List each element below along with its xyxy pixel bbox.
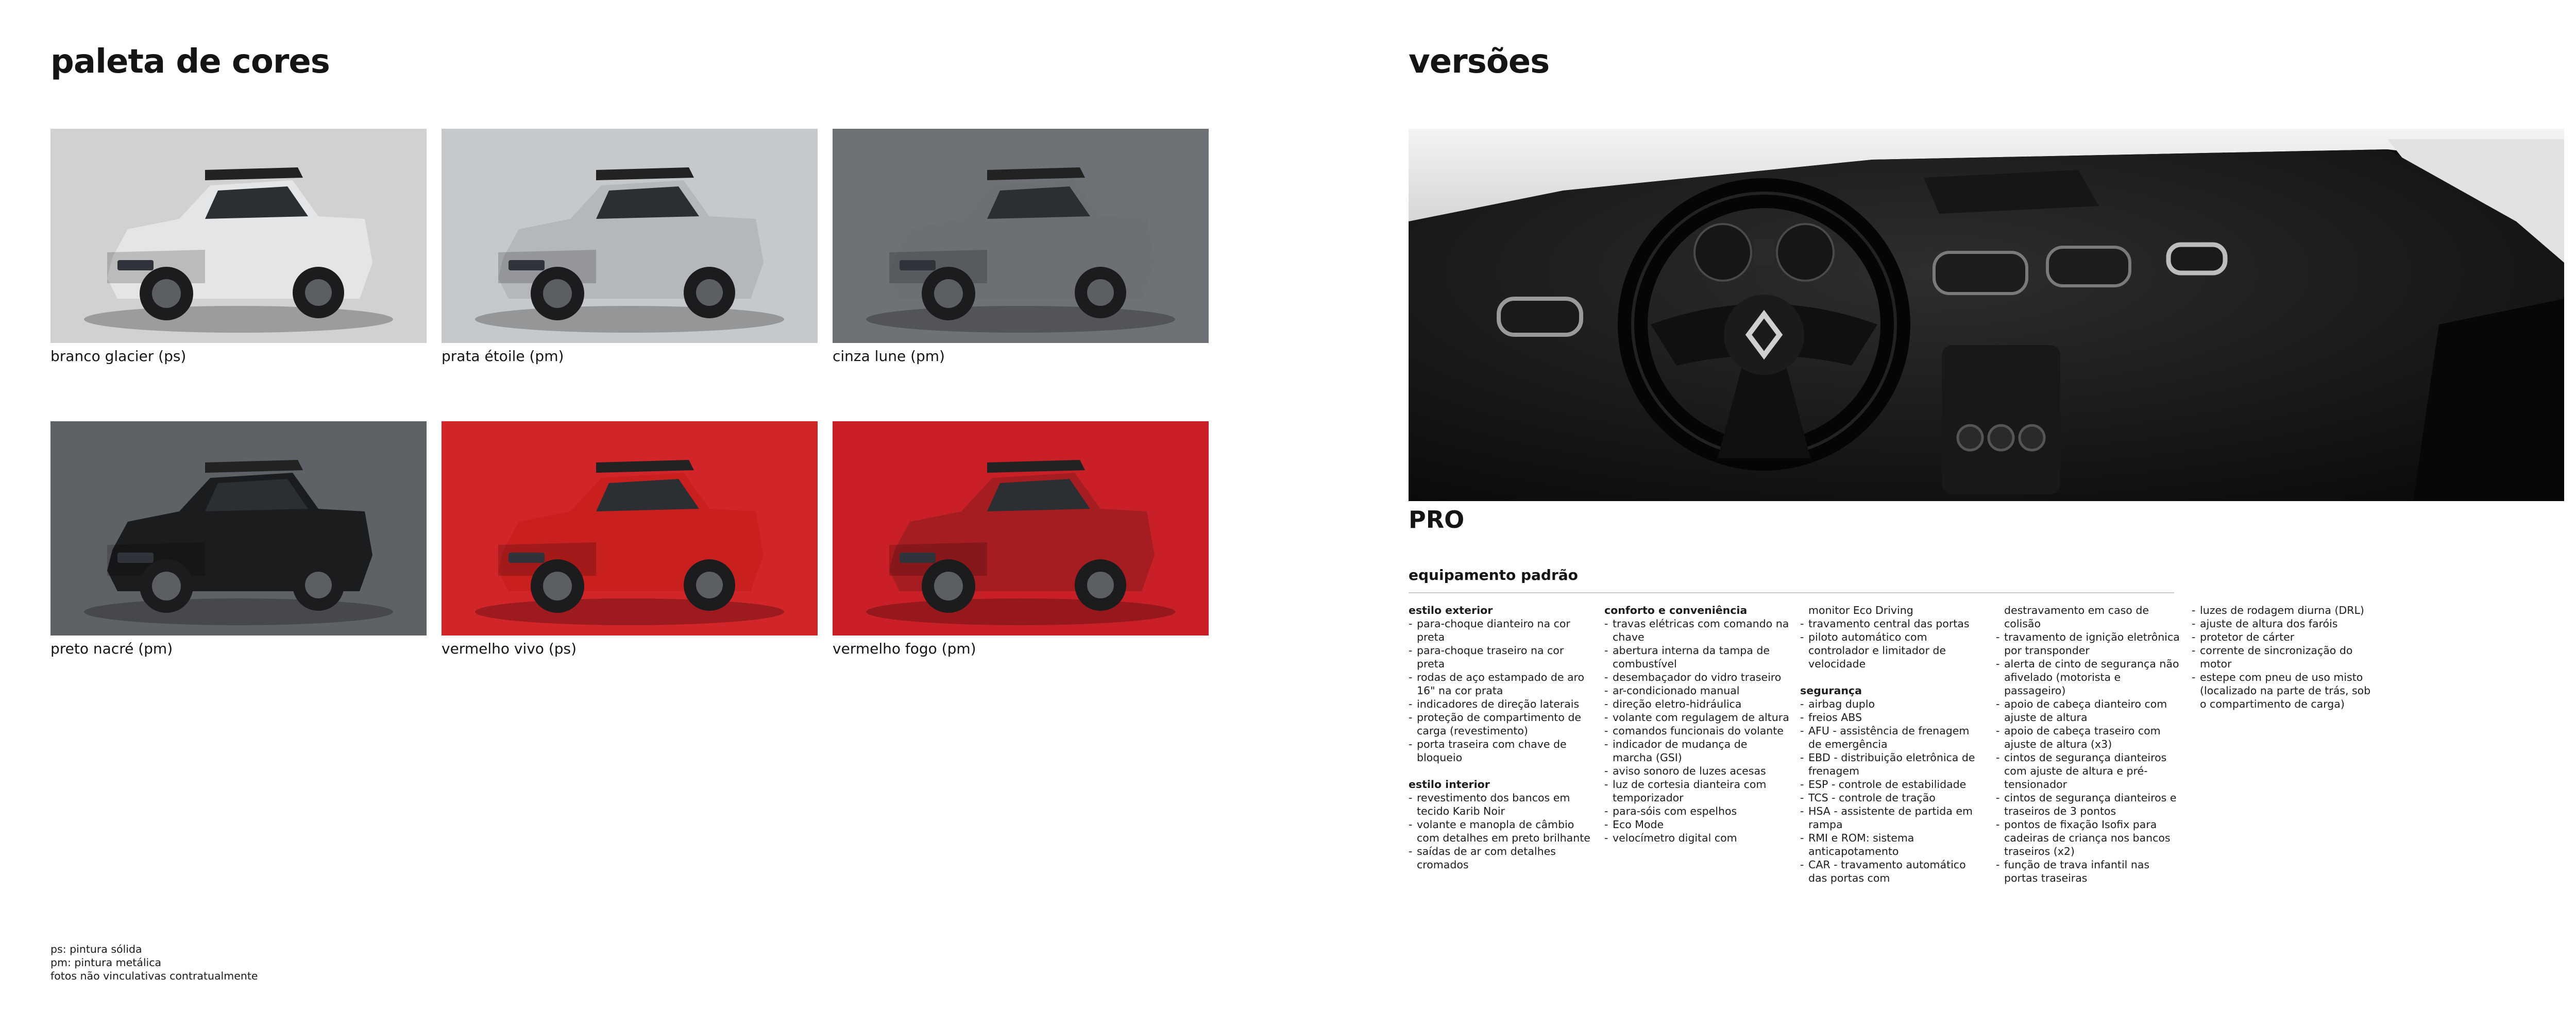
equipment-item: - alerta de cinto de segurança não afivelado (motorista e passageiro) [1996,657,2181,697]
equipment-item: - freios ABS [1800,711,1986,724]
equipment-item: - direção eletro-hidráulica [1604,697,1790,711]
equipment-item: - comandos funcionais do volante [1604,724,1790,737]
footnote-disclaimer: fotos não vinculativas contratualmente [50,970,258,982]
equipment-item: - velocímetro digital com [1604,831,1790,845]
color-swatch-label: vermelho fogo (pm) [833,640,976,657]
equipment-item: - cintos de segurança dianteiros e traseiros de 3 pontos [1996,791,2181,818]
equipment-item: - apoio de cabeça traseiro com ajuste de altura (x3) [1996,724,2181,751]
equipment-heading: equipamento padrão [1409,566,1578,583]
equipment-item: - ESP - controle de estabilidade [1800,778,1986,791]
color-swatch-image [833,421,1209,636]
equipment-list [1996,604,2181,885]
equipment-category: conforto e conveniência [1604,604,1748,616]
equipment-item: - HSA - assistente de partida em rampa [1800,804,1986,831]
color-swatch-image [442,421,818,636]
equipment-item: - desembaçador do vidro traseiro [1604,671,1790,684]
equipment-list [1409,791,1594,871]
color-swatch-image [50,129,427,343]
equipment-item: - para-sóis com espelhos [1604,804,1790,818]
page-title-color-palette: paleta de cores [50,43,330,81]
equipment-category: estilo interior [1409,778,1490,791]
equipment-list [2192,604,2377,711]
equipment-column [2192,604,2377,711]
equipment-item: - protetor de cárter [2192,630,2377,644]
equipment-item: - ajuste de altura dos faróis [2192,617,2377,630]
equipment-item: - Eco Mode [1604,818,1790,831]
equipment-divider [1409,592,2174,593]
equipment-item: - revestimento dos bancos em tecido Karib Noir [1409,791,1594,818]
equipment-item: - travamento de ignição eletrônica por transponder [1996,630,2181,657]
footnote-solid-paint: ps: pintura sólida [50,943,142,955]
equipment-column [1996,604,2181,885]
equipment-item: - EBD - distribuição eletrônica de frenagem [1800,751,1986,778]
equipment-item: - luzes de rodagem diurna (DRL) [2192,604,2377,617]
equipment-item: - corrente de sincronização do motor [2192,644,2377,671]
color-swatch-image [50,421,427,636]
equipment-column [1604,604,1790,845]
equipment-item: - proteção de compartimento de carga (revestimento) [1409,711,1594,737]
equipment-item: - para-choque dianteiro na cor preta [1409,617,1594,644]
equipment-column [1800,604,1986,885]
version-name: PRO [1409,506,1465,534]
equipment-item: - airbag duplo [1800,697,1986,711]
equipment-item: - aviso sonoro de luzes acesas [1604,764,1790,778]
equipment-item: - porta traseira com chave de bloqueio [1409,737,1594,764]
equipment-category: segurança [1800,684,1862,697]
equipment-list [1800,697,1986,885]
equipment-item: - apoio de cabeça dianteiro com ajuste de altura [1996,697,2181,724]
equipment-item: - travamento central das portas [1800,617,1986,630]
equipment-item: - cintos de segurança dianteiros com ajuste de altura e pré-tensionador [1996,751,2181,791]
equipment-item-continued: destravamento em caso de colisão [2004,604,2149,630]
equipment-item: - volante e manopla de câmbio com detalhes em preto brilhante [1409,818,1594,845]
color-swatch-label: cinza lune (pm) [833,348,945,365]
color-swatch-label: vermelho vivo (ps) [442,640,577,657]
equipment-category: estilo exterior [1409,604,1493,616]
equipment-item: - estepe com pneu de uso misto (localizado na parte de trás, sob o compartimento de carga) [2192,671,2377,711]
equipment-list [1800,604,1986,671]
interior-dashboard-photo [1409,129,2564,501]
equipment-item-continued: monitor Eco Driving [1808,604,1913,616]
equipment-item: - piloto automático com controlador e limitador de velocidade [1800,630,1986,671]
color-swatch-label: prata étoile (pm) [442,348,564,365]
equipment-item: - RMI e ROM: sistema anticapotamento [1800,831,1986,858]
equipment-column [1409,604,1594,871]
equipment-item: - abertura interna da tampa de combustível [1604,644,1790,671]
equipment-item: - AFU - assistência de frenagem de emergência [1800,724,1986,751]
equipment-item: - ar-condicionado manual [1604,684,1790,697]
equipment-list [1604,617,1790,845]
footnotes [50,942,258,983]
equipment-item: - CAR - travamento automático das portas com [1800,858,1986,885]
equipment-item: - para-choque traseiro na cor preta [1409,644,1594,671]
page-title-versions: versões [1409,43,1550,81]
color-swatch-image [442,129,818,343]
equipment-item: - luz de cortesia dianteira com temporizador [1604,778,1790,804]
footnote-metallic-paint: pm: pintura metálica [50,956,162,969]
equipment-item: - saídas de ar com detalhes cromados [1409,845,1594,871]
color-swatch-label: preto nacré (pm) [50,640,173,657]
color-swatch-image [833,129,1209,343]
equipment-item: - função de trava infantil nas portas traseiras [1996,858,2181,885]
color-swatch-label: branco glacier (ps) [50,348,187,365]
equipment-list [1409,617,1594,764]
equipment-item: - rodas de aço estampado de aro 16" na cor prata [1409,671,1594,697]
equipment-item: - indicador de mudança de marcha (GSI) [1604,737,1790,764]
equipment-item: - travas elétricas com comando na chave [1604,617,1790,644]
equipment-item: - volante com regulagem de altura [1604,711,1790,724]
equipment-item: - pontos de fixação Isofix para cadeiras de criança nos bancos traseiros (x2) [1996,818,2181,858]
equipment-item: - indicadores de direção laterais [1409,697,1594,711]
equipment-item: - TCS - controle de tração [1800,791,1986,804]
